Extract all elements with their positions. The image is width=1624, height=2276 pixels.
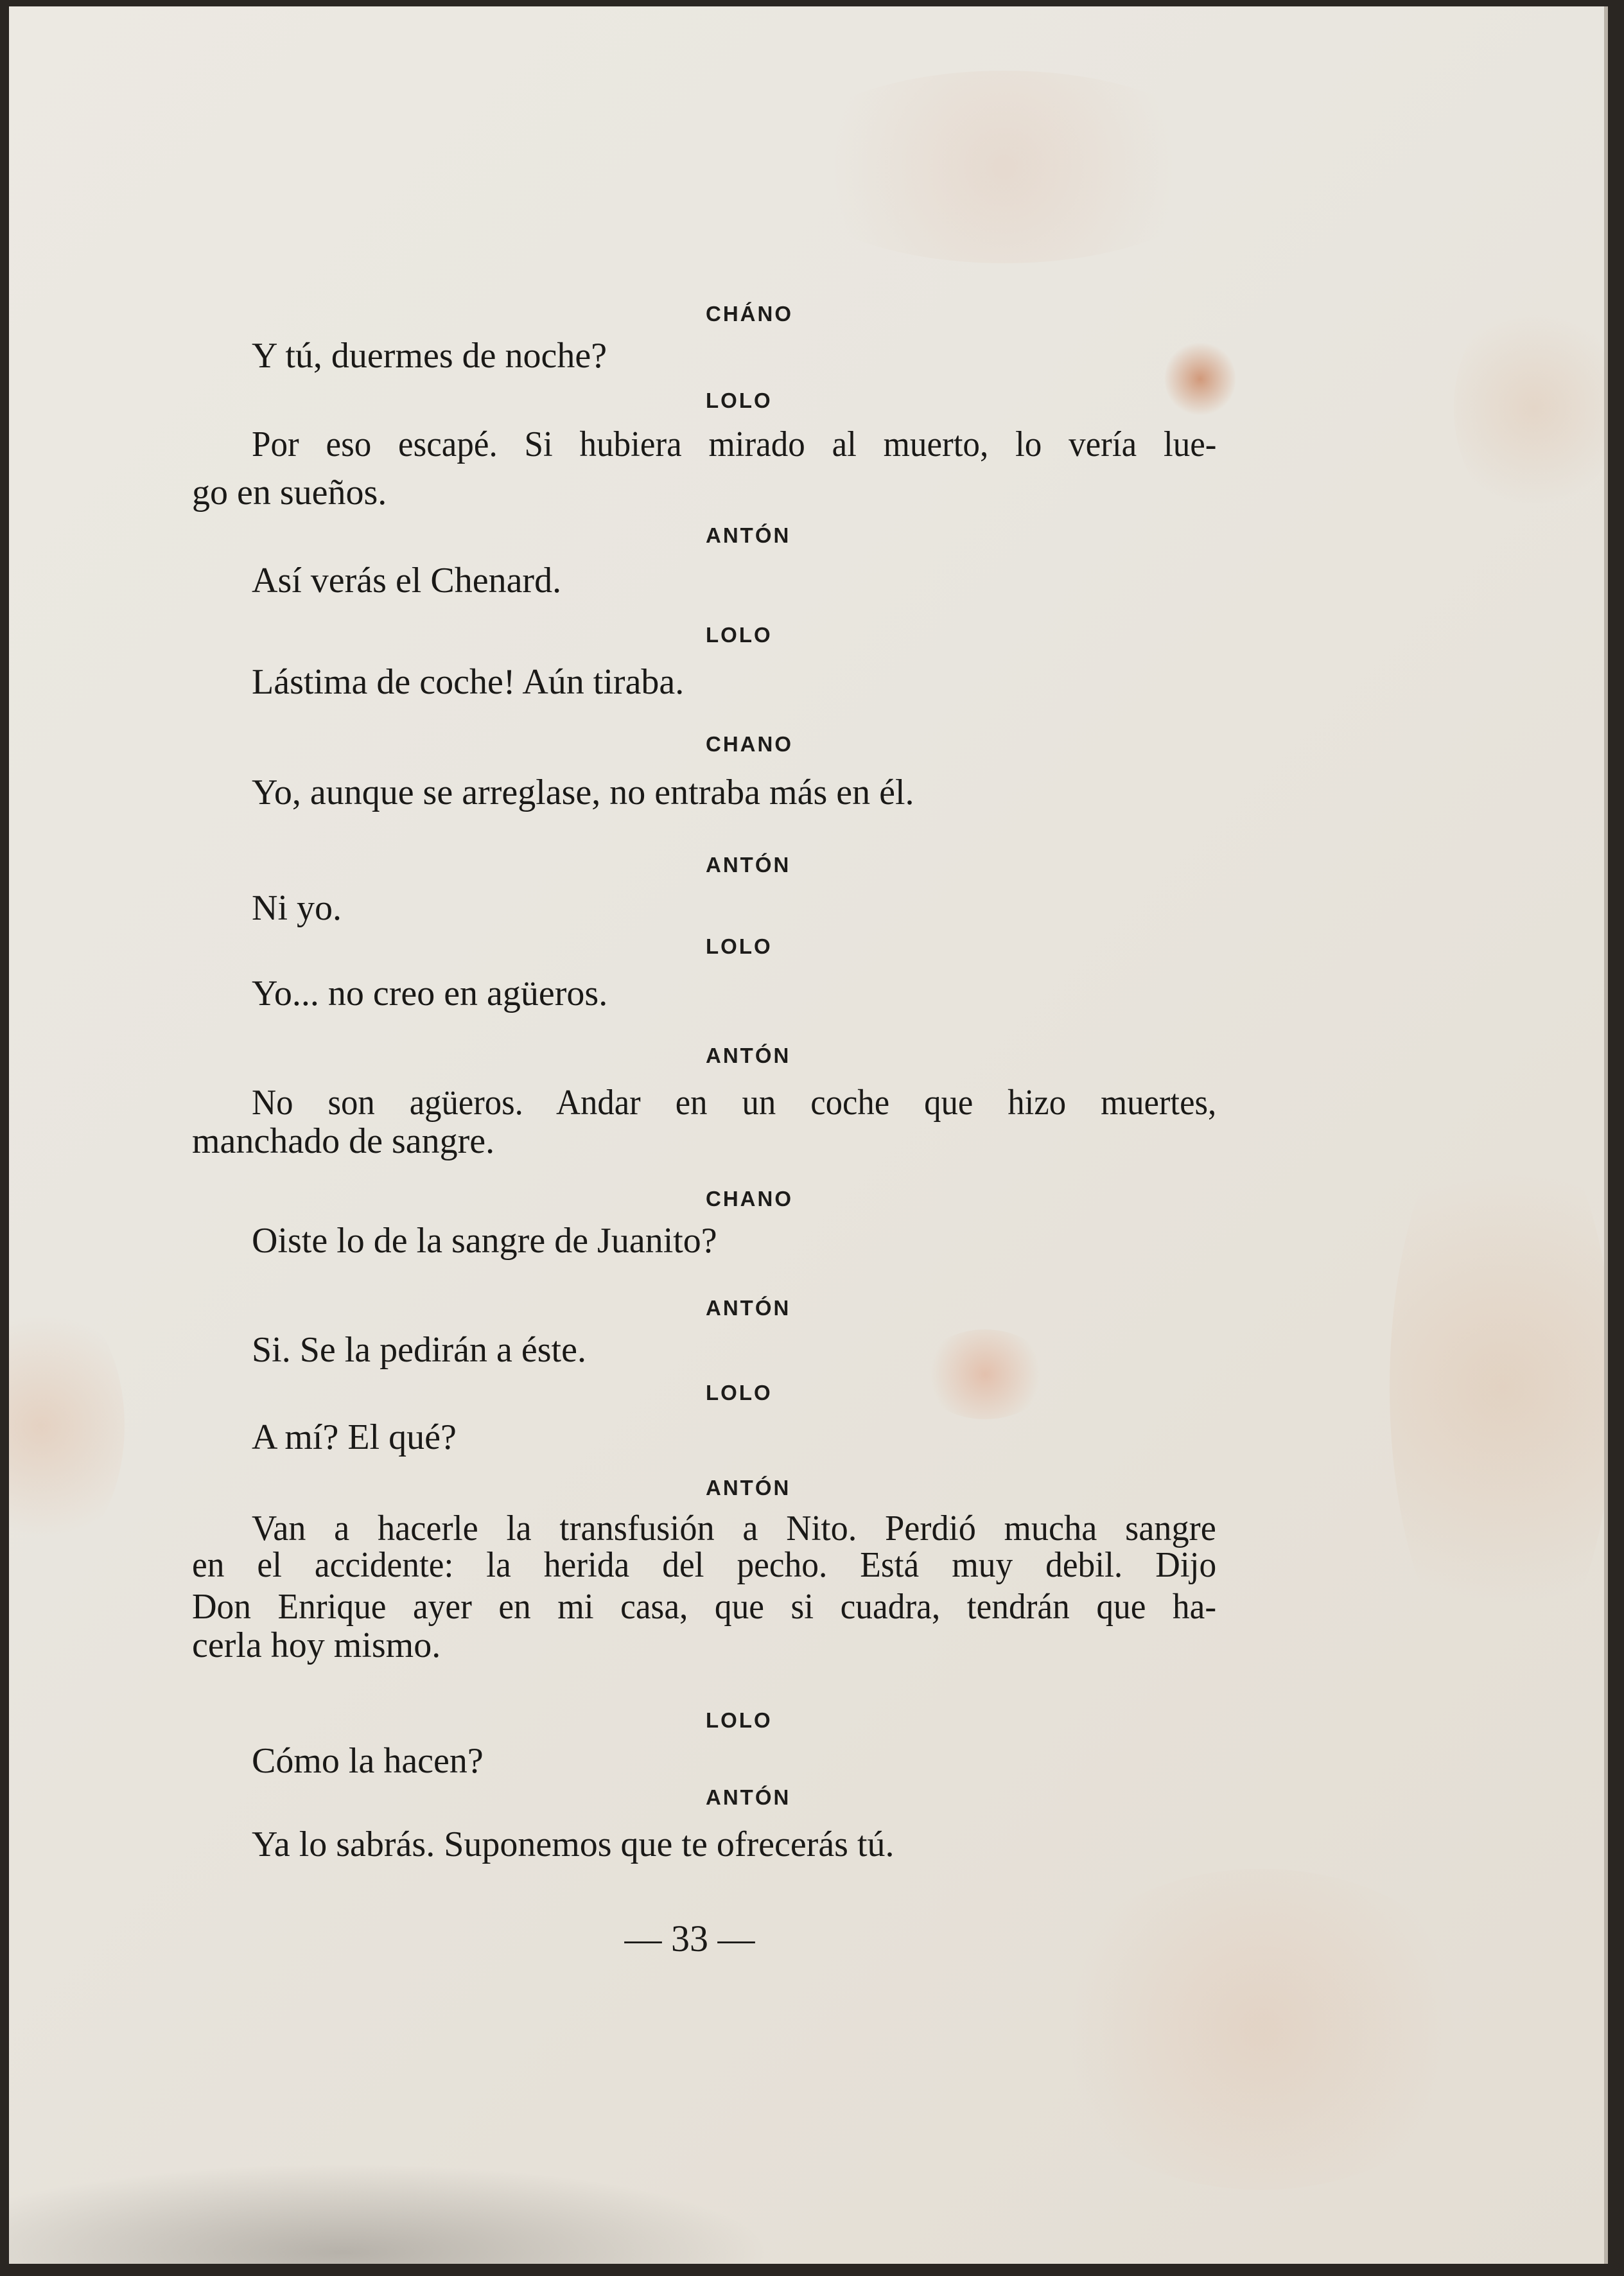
dialogue-line: Por eso escapé. Si hubiera mirado al muerto, lo vería lue- xyxy=(252,425,1217,464)
dialogue-continuation: en el accidente: la herida del pecho. Está muy debil. Dijo xyxy=(192,1545,1217,1585)
page-number: — 33 — xyxy=(624,1918,755,1959)
stain xyxy=(9,1291,125,1561)
dialogue-line: A mí? El qué? xyxy=(252,1417,457,1457)
dialogue-continuation: go en sueños. xyxy=(192,473,387,512)
stain xyxy=(1036,1869,1486,2190)
dialogue-line: Oiste lo de la sangre de Juanito? xyxy=(252,1221,717,1261)
dialogue-line: Lástima de coche! Aún tiraba. xyxy=(252,662,685,702)
dialogue-continuation: manchado de sangre. xyxy=(192,1121,495,1161)
stain xyxy=(921,1329,1049,1419)
stain xyxy=(780,71,1229,263)
dialogue-line: Yo... no creo en agüeros. xyxy=(252,974,608,1013)
dialogue-line: Y tú, duermes de noche? xyxy=(252,336,607,376)
dialogue-continuation: cerla hoy mismo. xyxy=(192,1625,441,1665)
dust-smudge xyxy=(9,2148,844,2264)
book-page: CHÁNO Y tú, duermes de noche? LOLO Por eso escapé. Si hubiera mirado al muerto, lo vería lue- go en sueños. ANTÓN Así verás el Chenard. LOLO Lástima de coche! Aún tiraba. CHANO Yo, aunque se arreglase, no entraba más en él. ANTÓN Ni yo. LOLO Yo... no creo en agüeros. ANTÓN No son agüeros. Andar en un coche que hizo muertes, manchado de sangre. CHANO Oiste lo de la sangre de Juanito? ANTÓN Si. Se la pedirán a éste. LOLO A mí? El qué? ANTÓN Van a hacerle la transfusión a Nito. Perdió mucha sangre en el accidente: la herida del pecho. Está muy debil. Dijo Don Enrique ayer en mi casa, que si cuadra, tendrán que ha- cerla hoy mismo. LOLO Cómo la hacen? ANTÓN Ya lo sabrás. Suponemos que te ofrecerás tú. — 33 — xyxy=(9,6,1608,2264)
dialogue-continuation: Don Enrique ayer en mi casa, que si cuadra, tendrán que ha- xyxy=(192,1587,1217,1627)
dialogue-line: Ni yo. xyxy=(252,888,342,928)
dialogue-line: Así verás el Chenard. xyxy=(252,561,562,600)
dialogue-line: Yo, aunque se arreglase, no entraba más en él. xyxy=(252,773,914,812)
dialogue-line: No son agüeros. Andar en un coche que hizo muertes, xyxy=(252,1083,1217,1123)
stain xyxy=(1390,1098,1608,1676)
stain xyxy=(1454,295,1608,520)
stain xyxy=(1165,340,1235,417)
dialogue-line: Van a hacerle la transfusión a Nito. Perdió mucha sangre xyxy=(252,1509,1216,1548)
dialogue-line: Ya lo sabrás. Suponemos que te ofrecerás tú. xyxy=(252,1825,895,1864)
dialogue-line: Cómo la hacen? xyxy=(252,1741,484,1781)
dialogue-line: Si. Se la pedirán a éste. xyxy=(252,1330,586,1370)
